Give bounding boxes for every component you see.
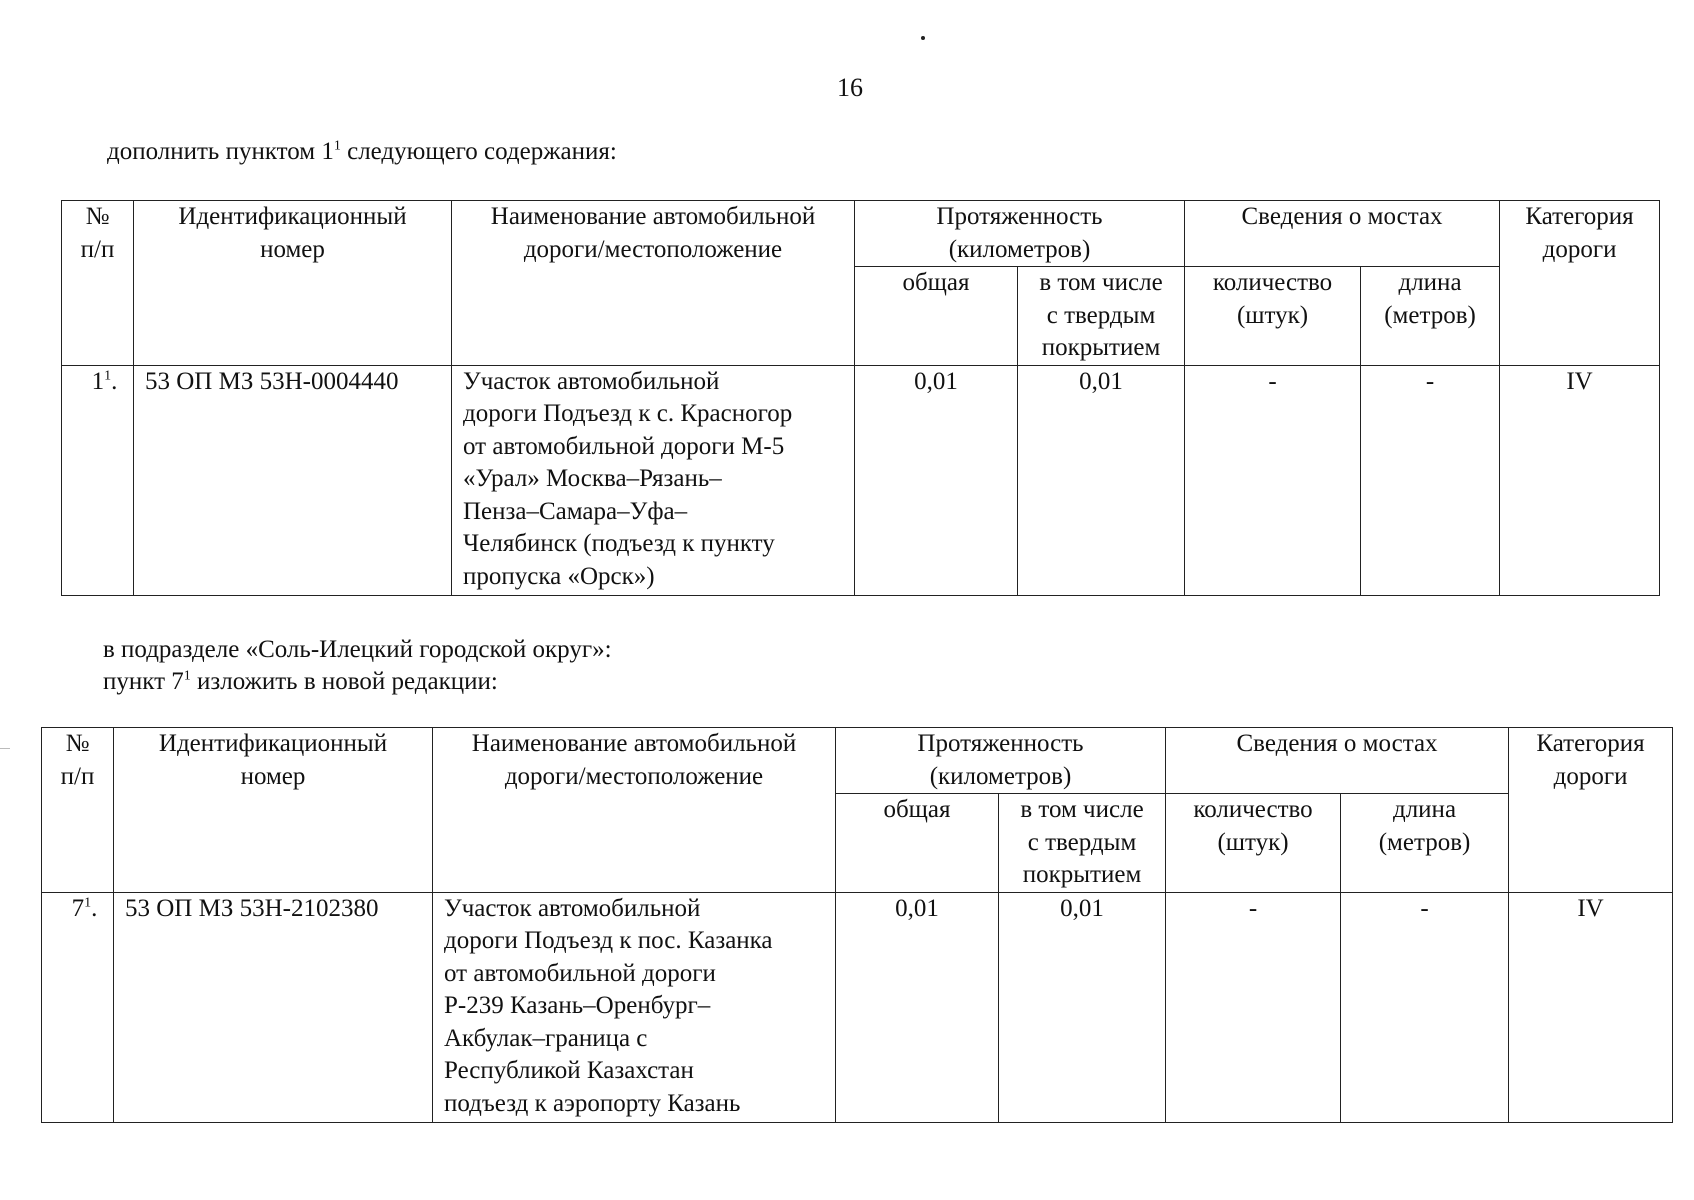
header-category: Категория дороги — [1500, 201, 1660, 366]
header-name: Наименование автомобильной дороги/местоположение — [433, 728, 836, 893]
header-length: Протяженность (километров) — [855, 201, 1185, 267]
header-length: Протяженность (километров) — [836, 728, 1166, 794]
row-name: Участок автомобильной дороги Подъезд к с. Красногор от автомобильной дороги М-5 «Урал» Москва–Рязань– Пенза–Самара–Уфа– Челябинск (подъезд к пункту пропуска «Орск») — [452, 365, 855, 595]
intro-1-text: дополнить пунктом 1 — [107, 138, 334, 165]
header-name: Наименование автомобильной дороги/местоположение — [452, 201, 855, 366]
intro-paragraph-1 — [107, 136, 617, 168]
row-bridges-length: - — [1361, 365, 1500, 595]
header-length-total: общая — [855, 267, 1018, 366]
roads-table-2 — [41, 727, 1673, 1123]
row-number: $7^1$. — [42, 892, 114, 1122]
header-length-paved: в том числе с твердым покрытием — [999, 794, 1166, 893]
row-ident: 53 ОП МЗ 53Н-0004440 — [134, 365, 452, 595]
row-number: $1^1$. — [62, 365, 134, 595]
row-bridges-length: - — [1341, 892, 1509, 1122]
row-category: IV — [1500, 365, 1660, 595]
intro-1-text-end: следующего содержания: — [340, 138, 617, 165]
roads-table-1 — [61, 200, 1660, 596]
row-length-total: 0,01 — [836, 892, 999, 1122]
header-bridges-length: длина (метров) — [1361, 267, 1500, 366]
scan-artifact-line — [0, 748, 10, 749]
page-number: 16 — [837, 73, 863, 102]
header-bridges: Сведения о мостах — [1166, 728, 1509, 794]
speck-dot — [921, 36, 925, 40]
header-num: № п/п — [62, 201, 134, 366]
header-ident: Идентификационный номер — [134, 201, 452, 366]
row-name: Участок автомобильной дороги Подъезд к пос. Казанка от автомобильной дороги Р-239 Казань–Оренбург– Акбулак–граница с Республикой Казахстан подъезд к аэропорту Казань — [433, 892, 836, 1122]
header-bridges: Сведения о мостах — [1185, 201, 1500, 267]
row-length-total: 0,01 — [855, 365, 1018, 595]
table-row — [42, 892, 1673, 1122]
header-category: Категория дороги — [1509, 728, 1673, 893]
row-ident: 53 ОП МЗ 53Н-2102380 — [114, 892, 433, 1122]
header-bridges-count: количество (штук) — [1166, 794, 1341, 893]
header-num: № п/п — [42, 728, 114, 893]
header-bridges-count: количество (штук) — [1185, 267, 1361, 366]
row-bridges-count: - — [1185, 365, 1361, 595]
header-length-paved: в том числе с твердым покрытием — [1018, 267, 1185, 366]
table-row — [62, 365, 1660, 595]
intro-paragraph-2 — [103, 634, 612, 698]
header-bridges-length: длина (метров) — [1341, 794, 1509, 893]
row-length-paved: 0,01 — [999, 892, 1166, 1122]
row-bridges-count: - — [1166, 892, 1341, 1122]
intro-2-line-1: в подразделе «Соль-Илецкий городской округ»: — [103, 636, 612, 663]
row-category: IV — [1509, 892, 1673, 1122]
intro-1-superscript: 1 — [333, 138, 341, 154]
header-ident: Идентификационный номер — [114, 728, 433, 893]
intro-2-line-2: пункт $7^1$ изложить в новой редакции: — [103, 668, 498, 695]
row-length-paved: 0,01 — [1018, 365, 1185, 595]
header-length-total: общая — [836, 794, 999, 893]
